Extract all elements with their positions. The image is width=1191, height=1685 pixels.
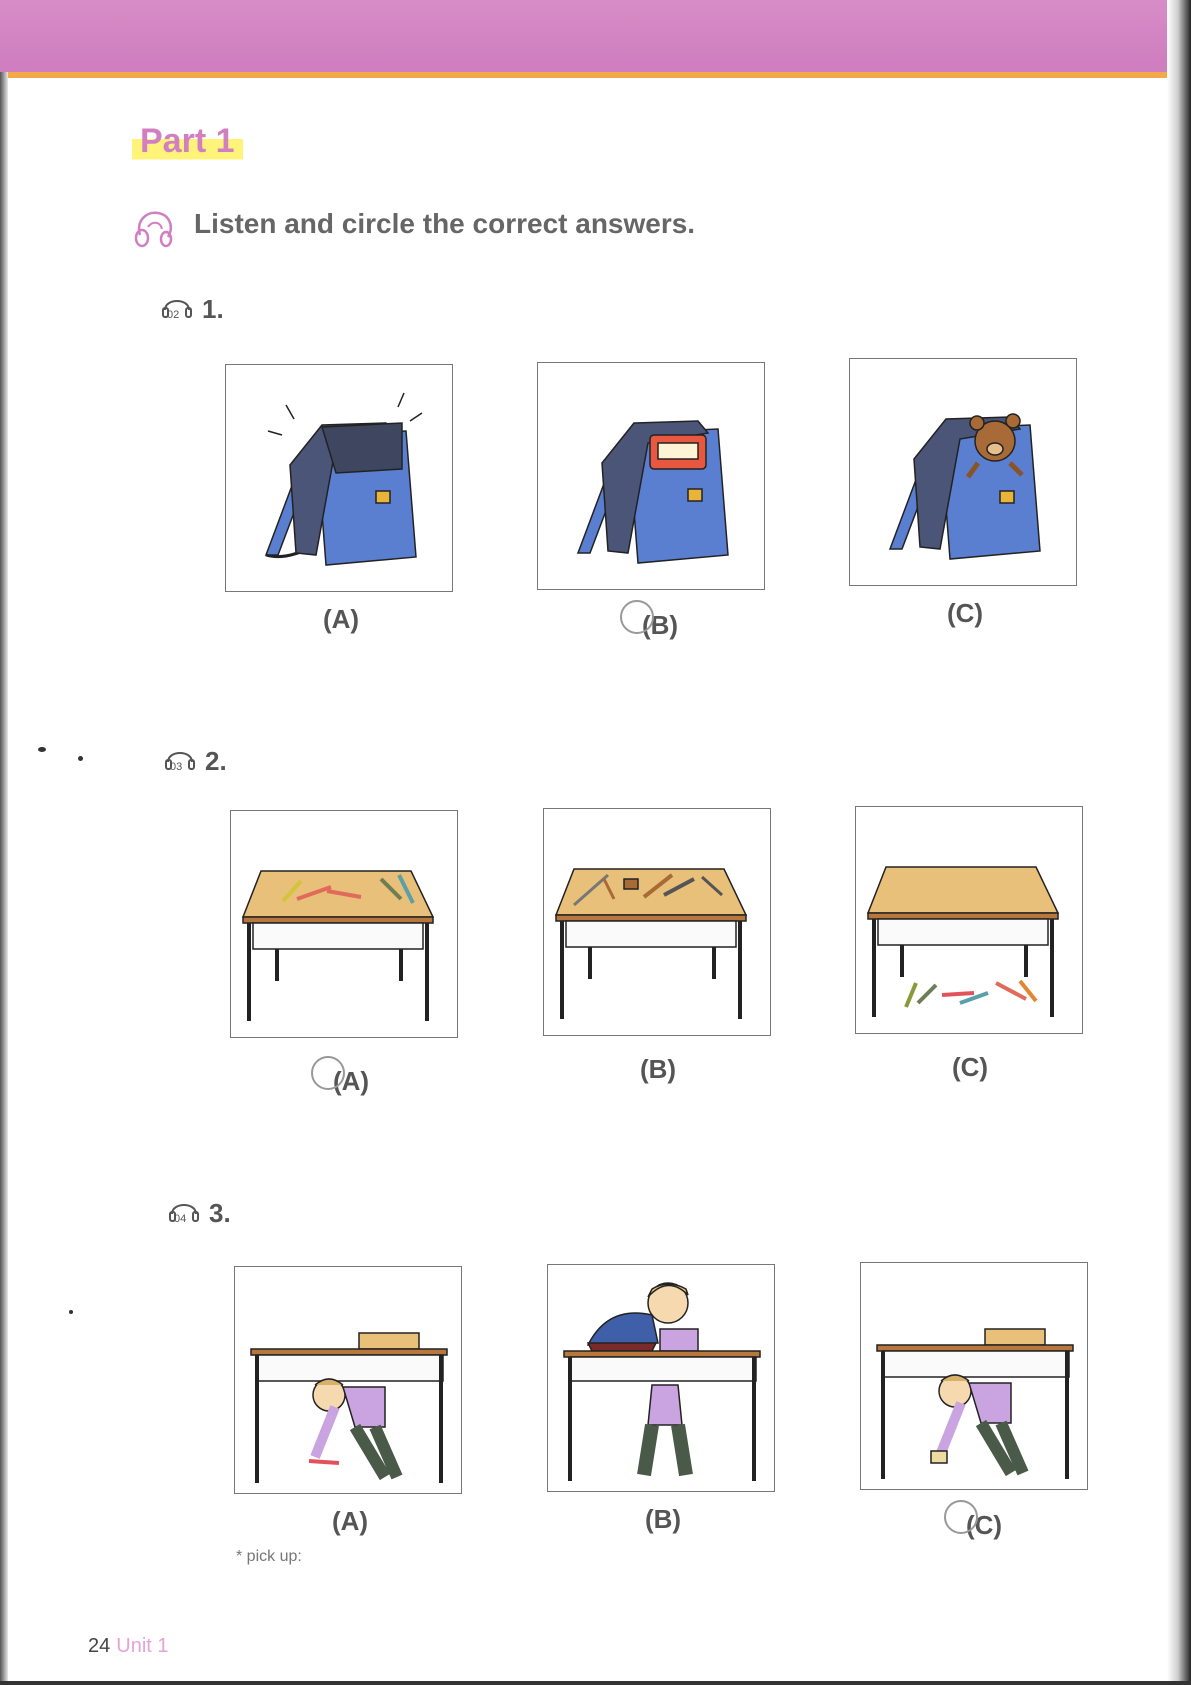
part-title: Part 1 bbox=[132, 118, 243, 165]
option-label[interactable]: (C) bbox=[951, 1052, 989, 1082]
headphones-icon bbox=[160, 292, 194, 326]
book-spine-shadow bbox=[1167, 0, 1191, 1685]
picture-boy-opens-bag[interactable] bbox=[547, 1264, 775, 1492]
track-number: 03 bbox=[170, 761, 183, 773]
page-number: 24 bbox=[88, 1635, 111, 1657]
option-label[interactable]: (A) bbox=[322, 604, 360, 634]
page-footer bbox=[88, 1635, 169, 1658]
scan-speck bbox=[69, 1310, 73, 1314]
option-label-circled[interactable] bbox=[916, 1500, 1036, 1541]
answer-circle-mark bbox=[620, 600, 654, 634]
option-label-circled[interactable] bbox=[592, 600, 712, 641]
question-3-header bbox=[167, 1196, 231, 1230]
answer-circle-mark bbox=[944, 1500, 978, 1534]
option-label[interactable]: (C) bbox=[946, 598, 984, 628]
picture-empty-bag[interactable] bbox=[225, 364, 453, 592]
picture-bag-with-book[interactable] bbox=[537, 362, 765, 590]
picture-boy-picks-up-eraser[interactable] bbox=[860, 1262, 1088, 1490]
option-label[interactable]: (A) bbox=[331, 1506, 369, 1536]
picture-pencils-under-desk[interactable] bbox=[855, 806, 1083, 1034]
headphones-icon bbox=[167, 1196, 201, 1230]
question-number: 2. bbox=[205, 745, 227, 776]
track-number: 04 bbox=[174, 1213, 187, 1225]
track-number: 02 bbox=[167, 309, 180, 321]
question-2-header bbox=[163, 744, 227, 778]
page-left-edge bbox=[0, 72, 8, 1685]
instruction-text: Listen and circle the correct answers. bbox=[194, 208, 696, 239]
answer-circle-mark bbox=[311, 1056, 345, 1090]
header-band bbox=[0, 0, 1191, 72]
option-label[interactable]: (B) bbox=[644, 1504, 682, 1534]
headphones-icon bbox=[163, 744, 197, 778]
option-label: (A) bbox=[332, 1066, 370, 1096]
picture-boy-picks-up-pencil[interactable] bbox=[234, 1266, 462, 1494]
unit-label: Unit 1 bbox=[116, 1635, 169, 1657]
page-bottom-edge bbox=[0, 1681, 1191, 1685]
listening-headset-icon bbox=[130, 205, 178, 253]
question-number: 3. bbox=[209, 1197, 231, 1228]
scan-speck bbox=[78, 756, 83, 761]
footnote: * pick up: bbox=[236, 1548, 302, 1565]
picture-bag-with-teddy-bear[interactable] bbox=[849, 358, 1077, 586]
option-label[interactable]: (B) bbox=[639, 1054, 677, 1084]
scan-speck bbox=[38, 747, 46, 752]
option-label-circled[interactable] bbox=[283, 1056, 403, 1097]
picture-pencils-on-desk[interactable] bbox=[230, 810, 458, 1038]
picture-brushes-on-desk[interactable] bbox=[543, 808, 771, 1036]
option-label: (B) bbox=[641, 610, 679, 640]
option-label: (C) bbox=[965, 1510, 1003, 1540]
question-number: 1. bbox=[202, 293, 224, 324]
question-1-header bbox=[160, 292, 224, 326]
